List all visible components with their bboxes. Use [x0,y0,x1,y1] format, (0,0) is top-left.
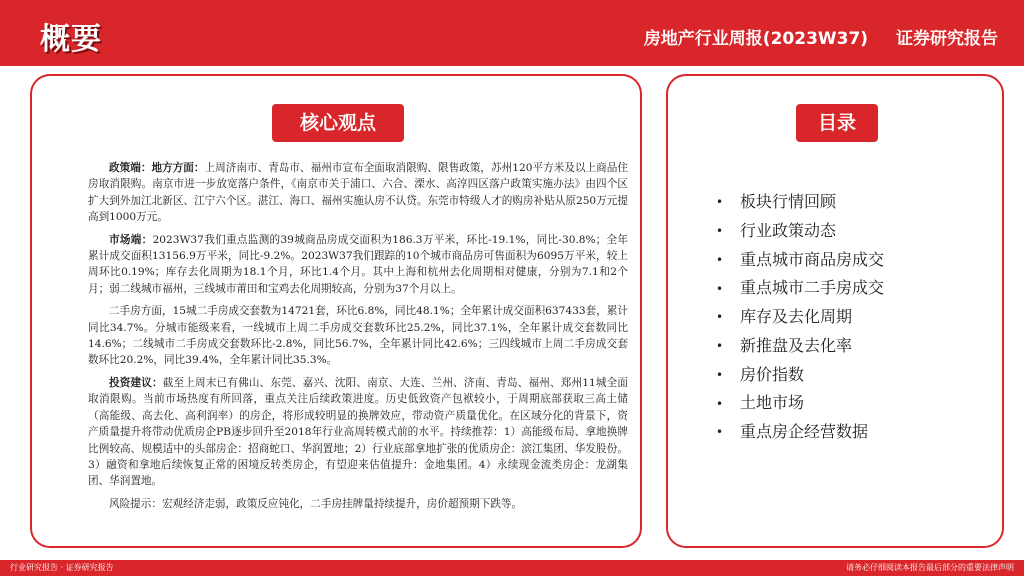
toc-item-label: 新推盘及去化率 [740,335,853,355]
bullet-icon: • [716,396,724,411]
toc-item-label: 板块行情回顾 [740,192,837,211]
footer-disclaimer: 请务必仔细阅读本报告最后部分的重要法律声明 [846,563,1014,572]
toc-item-label: 重点房企经营数据 [740,422,869,441]
toc-item-label: 重点城市二手房成交 [740,278,885,298]
header-bar [0,0,1024,66]
market-text: 2023W37我们重点监测的39城商品房成交面积为186.3万平米，环比-19.1%，同比-30.8%；全年累计成交面积13156.9万平米，同比-9.2%。2023W37我们跟踪的10个城市商品房可售面积为6095万平米，较上周环比0.19%；库存去化周期为18.1个月，环比1.4个月。其中上海和杭州去化周期相对健康，分别为7.1和2个月；弱二线城市福州，三线城市莆田和宝鸡去化周期较高，分别为37个月以上。 [88,233,628,295]
investment-paragraph [88,375,628,490]
toc-tab: 目录 [796,104,878,142]
toc-item[interactable] [716,217,884,246]
investment-label: 投资建议： [109,376,163,389]
investment-text: 截至上周末已有佛山、东莞、嘉兴、沈阳、南京、大连、兰州、济南、青岛、福州、郑州11城全面取消限购。当前市场热度有所回落，重点关注后续政策进度。历史低致资产包袱较小，于周期底部获取三高土储（高能级、高去化、高利润率）的房企，将形成较明显的换牌效应，带动资产质量优化。在区域分化的背景下，资产质量提升将带动优质房企PB逐步回升至2018年行业高周转模式前的水平。持续推荐：1）高能级布局、拿地换牌比例较高、规模适中的头部房企：招商蛇口、华润置地；2）行业底部拿地扩张的优质房企：滨江集团、华发股份。3）融资和拿地后续恢复正常的困境反转类房企，有望迎来估值提升：金地集团。4）永续现金流类房企：龙湖集团、华润置地。 [88,376,628,488]
page-title: 概要 [40,22,102,57]
core-view-panel [30,74,642,548]
toc-item[interactable] [716,274,884,303]
toc-item[interactable] [716,303,884,332]
bullet-icon: • [716,195,724,210]
policy-text: 上周济南市、青岛市、福州市宣布全面取消限购、限售政策，苏州120平方米及以上商品住房取消限购。南京市进一步放宽落户条件，《南京市关于浦口、六合、溧水、高淳四区落户政策实施办法》由四个区扩大到外加江北新区、江宁六个区。湛江、海口、福州实施认房不认贷。东莞市特级人才的购房补贴从原250万元提高到1000万元。 [88,162,629,224]
toc-item-label: 库存及去化周期 [740,307,853,326]
toc-item[interactable] [716,361,884,390]
toc-list [716,188,884,447]
report-category: 证券研究报告 [896,29,998,49]
bullet-icon: • [716,281,724,296]
second-hand-paragraph: 二手房方面，15城二手房成交套数为14721套，环比6.8%，同比48.1%；全年累计成交面积637433套，累计同比34.7%。分城市能级来看，一线城市上周二手房成交套数环比25.2%，同比37.1%，全年累计成交套数同比14.6%；二线城市二手房成交套数环比-2.8%，同比56.7%，全年累计同比42.6%；三四线城市上周二手房成交套数环比20.2%，同比39.4%，全年累计同比35.3%。 [88,305,628,367]
market-paragraph [88,232,628,298]
toc-item[interactable] [716,418,884,447]
core-view-tab: 核心观点 [272,104,404,142]
risk-paragraph: 风险提示：宏观经济走弱，政策反应钝化，二手房挂牌量持续提升，房价超预期下跌等。 [109,497,523,510]
bullet-icon: • [716,252,724,267]
bullet-icon: • [716,425,724,440]
bullet-icon: • [716,367,724,382]
bullet-icon: • [716,310,724,325]
policy-label: 政策端：地方方面： [109,162,205,174]
report-title: 房地产行业周报(2023W37) [643,29,869,49]
header-report-info [622,24,998,49]
toc-item[interactable] [716,332,884,361]
bullet-icon: • [716,339,724,353]
footer-left-text: 行业研究报告 · 证券研究报告 [10,563,114,572]
toc-item[interactable] [716,188,884,217]
toc-item[interactable] [716,389,884,418]
core-view-text [88,160,628,518]
toc-item-label: 重点城市商品房成交 [740,249,885,269]
toc-item-label: 土地市场 [740,393,805,413]
bullet-icon: • [716,224,724,238]
toc-item-label: 行业政策动态 [740,220,837,240]
policy-paragraph [88,160,628,226]
toc-panel [666,74,1004,548]
toc-item-label: 房价指数 [740,364,805,384]
toc-item[interactable] [716,246,884,275]
market-label: 市场端： [109,233,153,246]
